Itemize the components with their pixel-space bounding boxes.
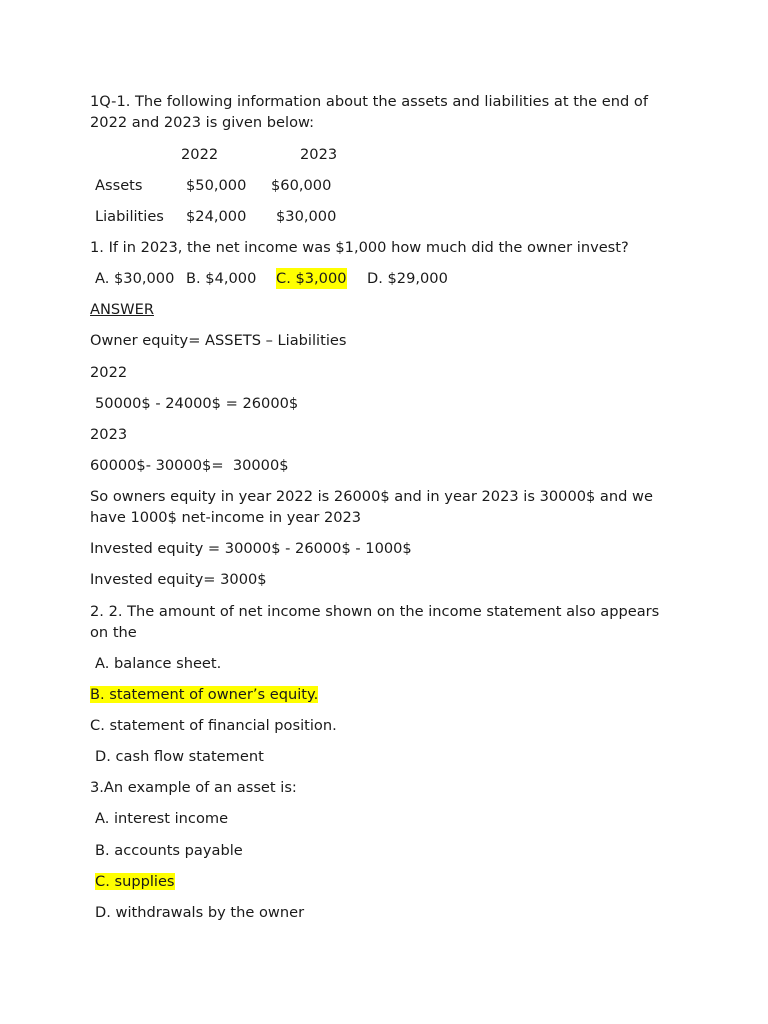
answer-heading: ANSWER bbox=[90, 301, 154, 318]
q1-option-b: B. $4,000 bbox=[186, 270, 257, 287]
assets-label: Assets bbox=[95, 177, 143, 194]
answer-year-2023: 2023 bbox=[90, 426, 128, 443]
q3-question: 3.An example of an asset is: bbox=[90, 779, 297, 796]
q3-option-c-highlighted: C. supplies bbox=[95, 873, 175, 890]
assets-2023-value: $60,000 bbox=[271, 177, 332, 194]
q2-option-d: D. cash flow statement bbox=[95, 748, 264, 765]
table-header-2022: 2022 bbox=[181, 146, 219, 163]
answer-year-2022: 2022 bbox=[90, 364, 128, 381]
q1-intro: 1Q-1. The following information about the assets and liabilities at the end of 2022 and 2023 is given below: bbox=[90, 93, 648, 131]
q2-option-a: A. balance sheet. bbox=[95, 655, 222, 672]
liabilities-2023-value: $30,000 bbox=[276, 208, 337, 225]
answer-summary: So owners equity in year 2022 is 26000$ and in year 2023 is 30000$ and we have 1000$ net-income in year 2023 bbox=[90, 488, 653, 526]
answer-calc-2022: 50000$ - 24000$ = 26000$ bbox=[95, 395, 299, 412]
answer-invested-calc: Invested equity = 30000$ - 26000$ - 1000$ bbox=[90, 540, 412, 557]
liabilities-label: Liabilities bbox=[95, 208, 164, 225]
q1-option-a: A. $30,000 bbox=[95, 270, 175, 287]
q2-option-c: C. statement of financial position. bbox=[90, 717, 337, 734]
q2-option-b-highlighted: B. statement of owner’s equity. bbox=[90, 686, 319, 703]
q3-option-b: B. accounts payable bbox=[95, 842, 243, 859]
q1-question: 1. If in 2023, the net income was $1,000 how much did the owner invest? bbox=[90, 239, 629, 256]
table-header-2023: 2023 bbox=[300, 146, 338, 163]
answer-calc-2023: 60000$- 30000$= 30000$ bbox=[90, 457, 289, 474]
answer-formula: Owner equity= ASSETS – Liabilities bbox=[90, 332, 347, 349]
q2-question: 2. 2. The amount of net income shown on the income statement also appears on the bbox=[90, 603, 660, 641]
q3-option-a: A. interest income bbox=[95, 810, 229, 827]
q3-option-d: D. withdrawals by the owner bbox=[95, 904, 305, 921]
answer-invested-result: Invested equity= 3000$ bbox=[90, 571, 267, 588]
q1-option-d: D. $29,000 bbox=[367, 270, 448, 287]
q1-option-c-highlighted: C. $3,000 bbox=[276, 270, 347, 287]
liabilities-2022-value: $24,000 bbox=[186, 208, 247, 225]
assets-2022-value: $50,000 bbox=[186, 177, 247, 194]
